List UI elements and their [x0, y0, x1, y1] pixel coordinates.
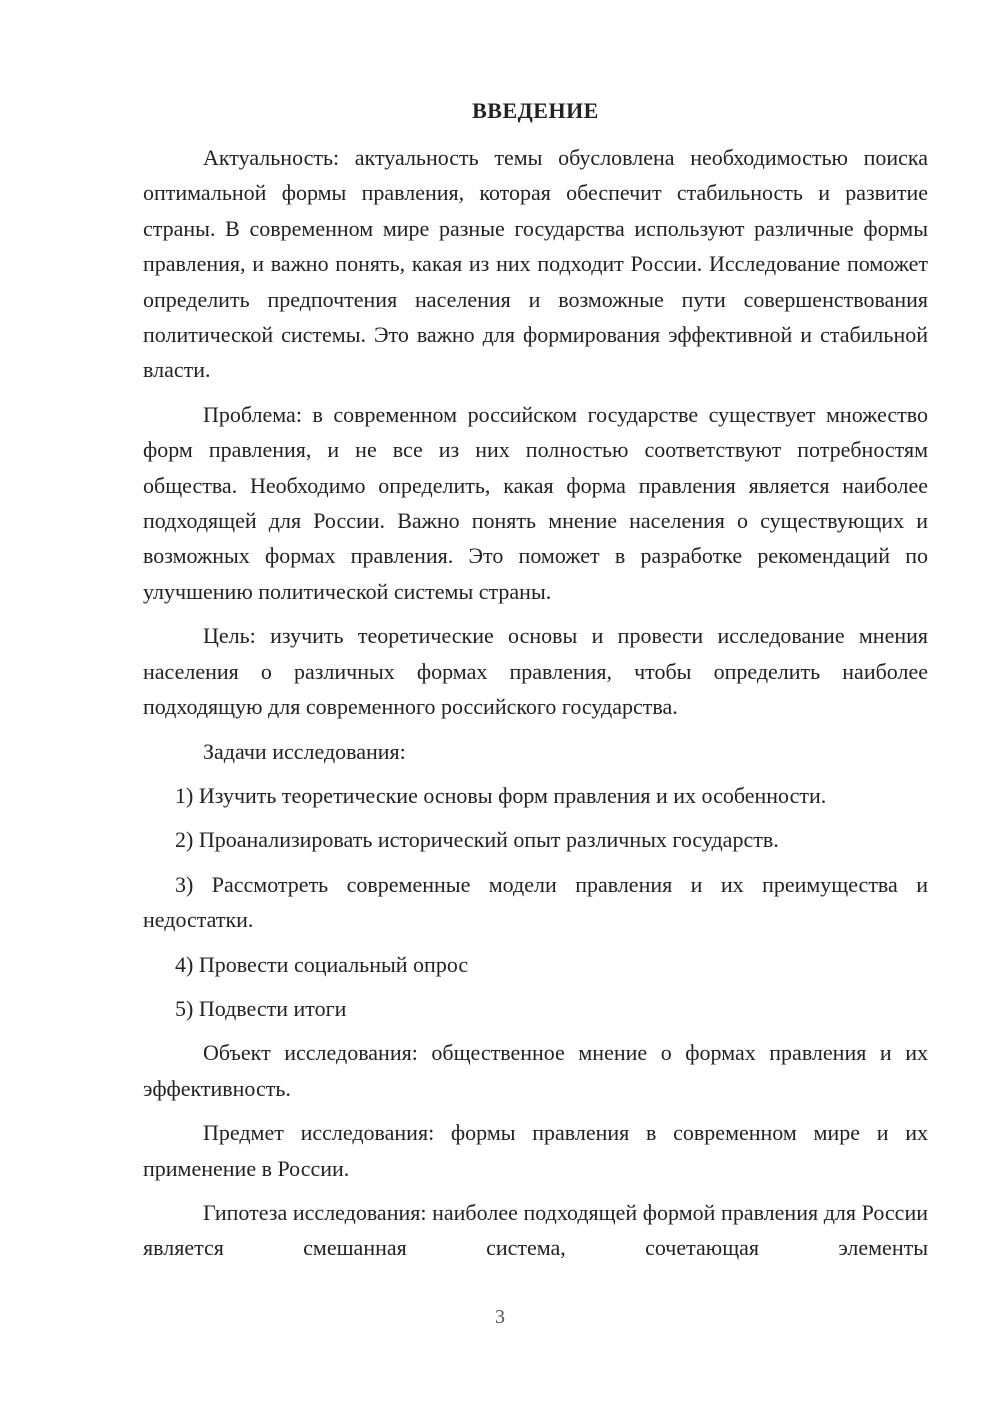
paragraph-problem: Проблема: в современном российском государстве существует множество форм правления, и не все из них полностью соответствуют потребностям общества. Необходимо определить, какая форма правления является наиболее подходящей для России. Важно понять мнение населения о существующих и возможных формах правления. Это поможет в разработке рекомендаций по улучшению политической системы страны.: [143, 401, 928, 604]
task-item-5: 5) Подвести итоги: [175, 995, 347, 1021]
document-page: [143, 96, 928, 1275]
task-item-4: 4) Провести социальный опрос: [175, 951, 469, 977]
paragraph-object: Объект исследования: общественное мнение о формах правления и их эффективность.: [143, 1040, 928, 1101]
paragraph-subject: Предмет исследования: формы правления в современном мире и их применение в России.: [143, 1120, 928, 1181]
page-number: 3: [495, 1306, 505, 1328]
task-item-1: 1) Изучить теоретические основы форм правления и их особенности.: [175, 782, 827, 808]
task-item-3: 3) Рассмотреть современные модели правления и их преимущества и недостатки.: [143, 871, 928, 933]
section-heading: ВВЕДЕНИЕ: [472, 98, 599, 123]
paragraph-hypothesis: Гипотеза исследования: наиболее подходящей формой правления для России является смешанная система, сочетающая элементы: [143, 1199, 928, 1261]
paragraph-goal: Цель: изучить теоретические основы и провести исследование мнения населения о различных формах правления, чтобы определить наиболее подходящую для современного российского государства.: [143, 623, 928, 720]
paragraph-relevance: Актуальность: актуальность темы обусловлена необходимостью поиска оптимальной формы правления, которая обеспечит стабильность и развитие страны. В современном мире разные государства используют различные формы правления, и важно понять, какая из них подходит России. Исследование поможет определить предпочтения населения и возможные пути совершенствования политической системы. Это важно для формирования эффективной и стабильной власти.: [143, 145, 928, 383]
task-item-2: 2) Проанализировать исторический опыт различных государств.: [175, 827, 779, 853]
tasks-title: Задачи исследования:: [203, 738, 406, 764]
